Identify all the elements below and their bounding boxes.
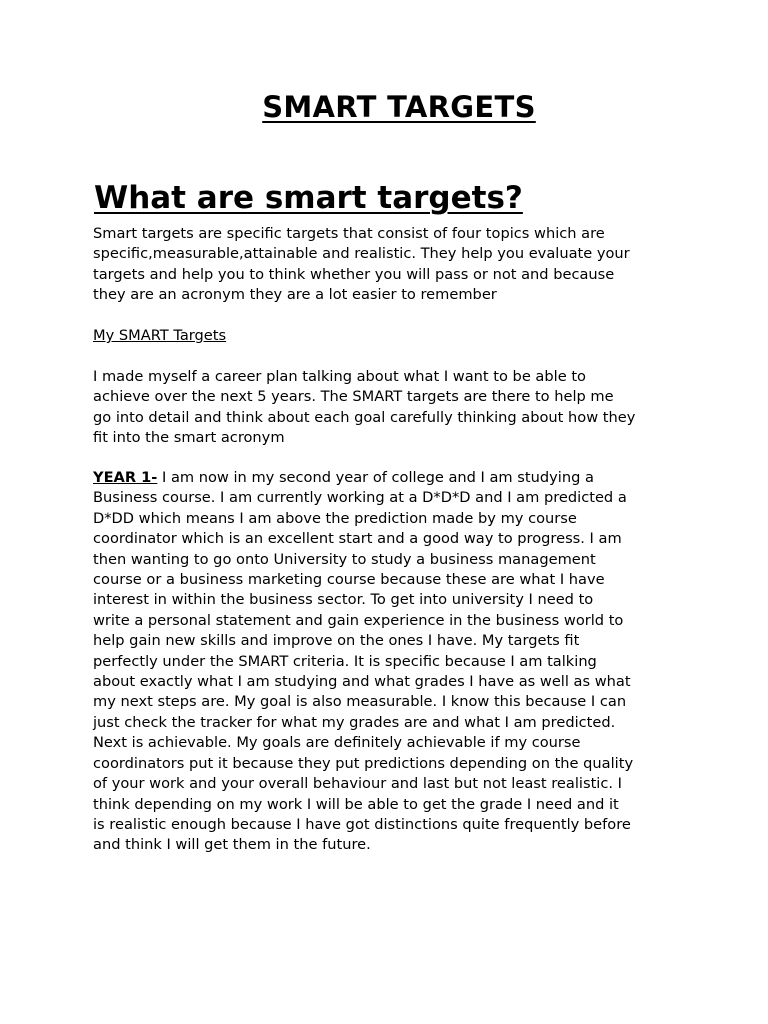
paragraph-line: Smart targets are specific targets that consist of four topics which are: [93, 225, 605, 242]
paragraph-line: then wanting to go onto University to study a business management: [93, 550, 596, 568]
paragraph-line: think depending on my work I will be able to get the grade I need and it: [93, 795, 619, 813]
paragraph-line: my next steps are. My goal is also measurable. I know this because I can: [93, 693, 627, 711]
paragraph-line: [93, 468, 683, 488]
paragraph-line: they are an acronym they are a lot easier to remember: [93, 286, 497, 304]
paragraph-line: interest in within the business sector. To get into university I need to: [93, 591, 594, 609]
paragraph-line: and think I will get them in the future.: [93, 836, 371, 854]
year1-first-line-text: I am now in my second year of college and I am studying a: [157, 469, 594, 486]
paragraph-line: write a personal statement and gain experience in the business world to: [93, 611, 624, 629]
paragraph-line: just check the tracker for what my grades are and what I am predicted.: [93, 713, 616, 731]
year1-label: YEAR 1-: [93, 469, 158, 486]
paragraph-line: achieve over the next 5 years. The SMART targets are there to help me: [93, 388, 614, 406]
career-plan-paragraph: [93, 367, 683, 449]
paragraph-line: perfectly under the SMART criteria. It is specific because I am talking: [93, 652, 597, 670]
document-title: SMART TARGETS: [262, 90, 536, 124]
paragraph-line: Next is achievable. My goals are definitely achievable if my course: [93, 734, 581, 752]
paragraph-line: of your work and your overall behaviour and last but not least realistic. I: [93, 775, 622, 793]
paragraph-line: coordinator which is an excellent start and a good way to progress. I am: [93, 530, 622, 548]
paragraph-line: help gain new skills and improve on the ones I have. My targets fit: [93, 632, 580, 650]
section-heading: What are smart targets?: [94, 180, 523, 216]
paragraph-line: I made myself a career plan talking about what I want to be able to: [93, 368, 586, 385]
paragraph-line: course or a business marketing course because these are what I have: [93, 571, 605, 589]
paragraph-line: targets and help you to think whether you will pass or not and because: [93, 265, 615, 283]
paragraph-line: go into detail and think about each goal carefully thinking about how they: [93, 408, 636, 426]
paragraph-line: Business course. I am currently working at a D*D*D and I am predicted a: [93, 489, 627, 507]
paragraph-line: is realistic enough because I have got distinctions quite frequently before: [93, 815, 631, 833]
paragraph-line: D*DD which means I am above the prediction made by my course: [93, 509, 577, 527]
intro-paragraph: [93, 224, 683, 306]
paragraph-line: about exactly what I am studying and what grades I have as well as what: [93, 673, 631, 691]
paragraph-line: fit into the smart acronym: [93, 429, 285, 447]
paragraph-line: coordinators put it because they put predictions depending on the quality: [93, 754, 634, 772]
paragraph-line: specific,measurable,attainable and realistic. They help you evaluate your: [93, 245, 630, 263]
subheading-my-smart-targets: My SMART Targets: [93, 327, 227, 344]
year1-paragraph: [93, 468, 683, 856]
